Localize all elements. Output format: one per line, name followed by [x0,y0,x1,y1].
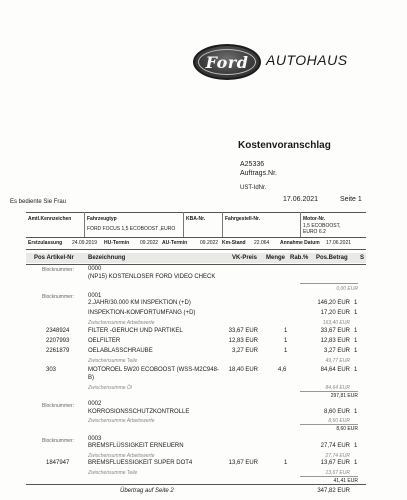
rule-vehicle-top [26,212,366,213]
served-by: Es bediente Sie Frau [10,199,67,205]
document-number: A25336 [240,161,265,168]
label-km: Km-Stand [222,240,246,246]
line-item-s: 1 [354,409,358,415]
subtotal-label: Zwischensumme Arbeitswerte [88,453,155,459]
block-title: (NP15) KOSTENLOSER FORD VIDEO CHECK [88,274,216,280]
block-label: Blocknummer: [42,438,74,444]
value-erstzulassung: 24.09.2019 [72,240,98,246]
line-item-desc: 2.JAHR/30.000 KM INSPEKTION (+D) [88,300,191,306]
block-rule [300,476,358,477]
part-vk: 18,40 EUR [228,367,258,373]
block-rule [300,391,358,392]
value-au: 09.2022 [200,240,219,246]
value-hu: 09.2022 [140,240,159,246]
table-header-band [26,253,366,263]
th-pos: Pos Artikel-Nr [34,255,74,261]
label-motor: Motor-Nr. [303,216,326,222]
subtotal-amount: 8,60 EUR [328,418,350,424]
part-s: 1 [354,460,358,466]
part-number: 2207993 [46,338,70,344]
logo-text: Ford [205,53,249,72]
part-number: 303 [46,367,57,373]
subtotal-label: Zwischensumme Arbeitswerte [88,320,155,326]
part-betrag: 3,27 EUR [323,348,350,354]
page-number: Seite 1 [340,196,362,203]
subtotal-label: Zwischensumme Teile [88,358,138,364]
block-number: 0000 [88,266,102,272]
block-total: 0,00 EUR [336,286,358,292]
part-betrag: 84,64 EUR [320,367,350,373]
value-motor-2: EURO 6.2 [303,229,326,235]
th-rab: Rab.% [290,255,309,261]
line-item-s: 1 [354,300,358,306]
label-kennzeichen: Amtl.Kennzeichen [28,216,72,222]
label-hu: HU-Termin [104,240,130,246]
part-desc: OELFILTER [88,338,121,344]
rule-header-bottom [26,264,366,265]
part-menge: 1 [284,460,288,466]
label-fahrzeugtyp: Fahrzeugtyp [87,216,117,222]
block-total: 297,81 EUR [330,393,358,399]
line-item-amount: 146,20 EUR [317,300,350,306]
part-number: 2348924 [46,328,70,334]
label-annahme: Annahme Datum [280,240,320,246]
part-menge: 4,6 [278,367,287,373]
part-menge: 1 [284,328,288,334]
part-vk: 33,67 EUR [228,328,258,334]
subtotal-amount: 27,74 EUR [325,453,350,459]
carry-over-label: Übertrag auf Seite 2 [120,488,174,494]
vline-1 [84,212,85,237]
part-s: 1 [354,348,358,354]
block-label: Blocknummer: [42,294,74,300]
part-s: 1 [354,328,358,334]
label-erstzulassung: Erstzulassung [28,240,63,246]
subtotal-label: Zwischensumme Teile [88,470,138,476]
th-betrag: Pos.Betrag [316,255,348,261]
vline-3 [222,212,223,237]
line-item-amount: 8,60 EUR [323,409,350,415]
part-vk: 12,83 EUR [228,338,258,344]
part-number: 2261879 [46,348,70,354]
label-fahrgestell: Fahrgestell-Nr. [225,216,261,222]
part-s: 1 [354,338,358,344]
th-vk: VK-Preis [232,255,258,261]
part-betrag: 12,83 EUR [320,338,350,344]
th-menge: Menge [266,255,286,261]
part-desc: OELABLASSCHRAUBE [88,348,153,354]
part-vk: 13,67 EUR [228,460,258,466]
subtotal-amount: 84,64 EUR [325,385,350,391]
block-label: Blocknummer: [42,403,74,409]
th-s: S [360,255,365,261]
block-total: 41,41 EUR [333,478,358,484]
part-desc: MOTOROEL 5W20 ECOBOOST (WSS-M2C948- [88,367,219,373]
line-item-amount: 27,74 EUR [320,443,350,449]
line-item-amount: 17,20 EUR [320,310,350,316]
value-motor-1: 1,5 ECOBOOST, [303,223,341,229]
vline-4 [300,212,301,237]
document-date: 17.06.2021 [283,196,319,203]
part-number: 1847947 [46,460,70,466]
line-item-s: 1 [354,443,358,449]
part-desc: FILTER -GERUCH UND PARTIKEL [88,328,183,334]
line-item-desc: KORROSIONSSCHUTZKONTROLLE [88,409,190,415]
label-kba: KBA-Nr. [186,216,206,222]
ust-label: UST-IdNr. [240,185,267,191]
part-betrag: 33,67 EUR [320,328,350,334]
part-menge: 1 [284,348,288,354]
line-item-s: 1 [354,310,358,316]
subtotal-amount: 49,77 EUR [325,358,350,364]
vline-2 [183,212,184,237]
subtotal-amount: 163,40 EUR [322,320,350,326]
document-title: Kostenvoranschlag [238,140,331,151]
block-label: Blocknummer: [42,267,74,273]
part-menge: 1 [284,338,288,344]
label-au: AU-Termin [162,240,188,246]
subtotal-label: Zwischensumme Arbeitswerte [88,418,155,424]
part-desc-cont: B) [88,375,94,381]
value-annahme: 17.06.2021 [326,240,352,246]
block-rule [300,283,358,284]
block-number: 0002 [88,401,102,407]
rule-vehicle-mid [26,237,366,238]
rule-vehicle-bottom [26,249,366,250]
part-s: 1 [354,367,358,373]
brand-name: AUTOHAUS [266,52,348,68]
subtotal-label: Zwischensumme Öl [88,385,132,391]
auftrags-label: Auftrags.Nr. [240,170,277,177]
value-fahrzeugtyp: FORD FOCUS 1,5 ECOBOOST ,EURO [87,226,176,232]
value-km: 22.064 [254,240,270,246]
block-number: 0001 [88,293,102,299]
th-bezeichnung: Bezeichnung [88,255,126,261]
block-number: 0003 [88,436,102,442]
subtotal-amount: 13,67 EUR [325,470,350,476]
block-total: 8,60 EUR [336,426,358,432]
carry-over-amount: 347,82 EUR [317,488,350,494]
rule-footer [26,484,366,485]
part-vk: 3,27 EUR [231,348,258,354]
line-item-desc: BREMSFLÜSSIGKEIT ERNEUERN [88,443,184,449]
ford-logo-oval [193,44,261,80]
part-desc: BREMSFLUESSIGKEIT SUPER DOT4 [88,460,193,466]
line-item-desc: INSPEKTION-KOMFORTUMFANG (+D) [88,310,196,316]
part-betrag: 13,67 EUR [320,460,350,466]
block-rule [300,424,358,425]
